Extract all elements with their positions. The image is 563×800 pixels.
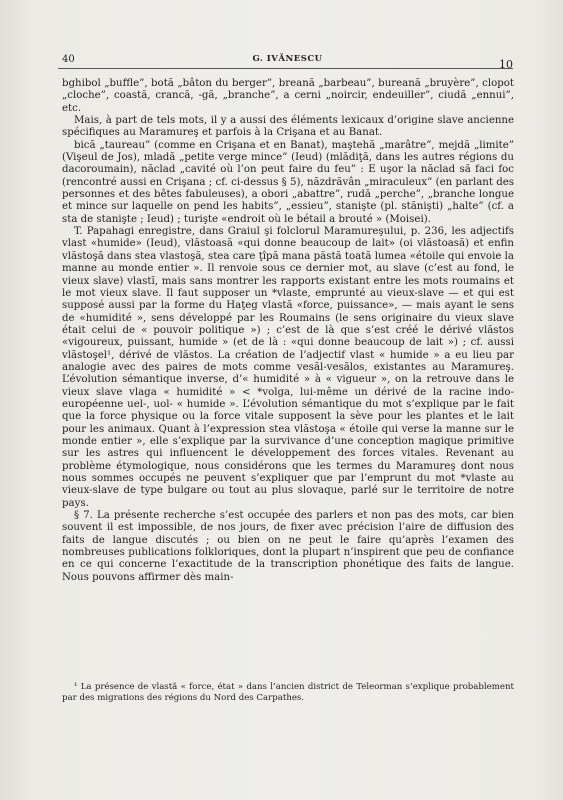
section-number: 10 bbox=[499, 58, 513, 71]
running-header bbox=[62, 54, 513, 71]
footnote-text: ¹ La présence de vlastă « force, état » dans l’ancien district de Teleorman s’explique probablement par des migrations des régions du Nord des Carpathes. bbox=[62, 682, 514, 703]
main-text bbox=[62, 78, 514, 584]
paragraph: Mais, à part de tels mots, il y a aussi des éléments lexicaux d’origine slave ancienne spécifiques au Maramureş et parfois à la Crişana et au Banat. bbox=[62, 115, 514, 139]
footnote bbox=[62, 682, 514, 704]
paragraph: bică „taureau” (comme en Crişana et en Banat), maştehă „marâtre”, mejdă „limite” (Vişeul de Jos), mladă „petite verge mince” (Ieud) (mlădiţă, dans les autres régions du dacoroumain), năclad „cavité où l’on peut faire du feu” : E uşor la năclad să faci foc (rencontré aussi en Crişana ; cf. ci-dessus § 5), năzdrăvân „miraculeux” (en parlant des personnes et des bêtes fabuleuses), a obori „abattre”, rudă „perche”, „branche longue et mince sur laquelle on pend les habits”, „essieu”, stanişte (pl. stănişti) „halte” (cf. a sta de stanişte ; Ieud) ; turişte «endroit où le bétail a brouté » (Moisei). bbox=[62, 139, 514, 225]
page-number: 40 bbox=[62, 54, 75, 65]
running-title: G. IVĂNESCU bbox=[252, 54, 323, 64]
paragraph: § 7. La présente recherche s’est occupée des parlers et non pas des mots, car bien souvent il est impossible, de nos jours, de fixer avec précision l’aire de diffusion des faits de langue discutés ; ou bien on ne peut le faire qu’après l’examen des nombreuses publications folkloriques, dont la plupart n’inspirent que peu de confiance en ce qui concerne l’exactitude de la transcription phonétique des faits de langue. Nous pouvons affirmer dès main- bbox=[62, 510, 514, 583]
header-rule bbox=[58, 68, 513, 69]
paragraph: T. Papahagi enregistre, dans Graiul şi folclorul Maramureşului, p. 236, les adjectifs vlast «humide» (Ieud), vlăstoasă «qui donne beaucoup de lait» (oi vlăstoasă) et enfin vlăstoşă dans stea vlastoşă, stea care ţîpă mana păstă toată lumea «étoile qui envoie la manne au monde entier ». Il renvoie sous ce dernier mot, au slave (c’est au fond, le vieux slave) vlastĭ, mais sans montrer les rapports existant entre les mots roumains et le mot vieux slave. Il faut supposer un *vlaste, emprunté au vieux-slave — et qui est supposé aussi par la forme du Haţeg vlastă «force, puissance», — mais ayant le sens de «humidité », sens développé par les Roumains (le sens originaire du vieux slave était celui de « pouvoir politique ») ; c’est de là que s’est créé le dérivé vlăstos «vigoureux, puissant, humide » (et de là : «qui donne beaucoup de lait ») ; cf. aussi vlăstoşel¹, dérivé de vlăstos. La création de l’adjectif vlast « humide » a eu lieu par analogie avec des paires de mots comme vesăl-vesălos, existantes au Maramureş. L’évolution sémantique inverse, d’« humidité » à « vigueur », on la retrouve dans le vieux slave vlaga « humidité » < *volga, lui-même un dérivé de la racine indo-européenne uel-, uol- « humide ». L’évolution sémantique du mot s’explique par le fait que la force physique ou la force vitale supposent la sève pour les plantes et le lait pour les animaux. Quant à l’expression stea vlăstoşa « étoile qui verse la manne sur le monde entier », elle s’explique par la survivance d’une conception magique primitive sur les astres qui influencent le développement des forces vitales. Revenant au problème étymologique, nous considérons que les termes du Maramureş dont nous nous sommes occupés ne peuvent s’expliquer que par l’emprunt du mot *vlaste au vieux-slave de type bulgare ou tout au plus slovaque, parlé sur le territoire de notre pays. bbox=[62, 226, 514, 509]
paragraph: bghibol „buffle”, botă „bâton du berger”, breană „barbeau”, bureană „bruyère”, clopot „cloche”, coastă, crancă, -gă, „branche”, a cerni „noircir, endeuiller”, ciudă „ennui”, etc. bbox=[62, 78, 514, 114]
